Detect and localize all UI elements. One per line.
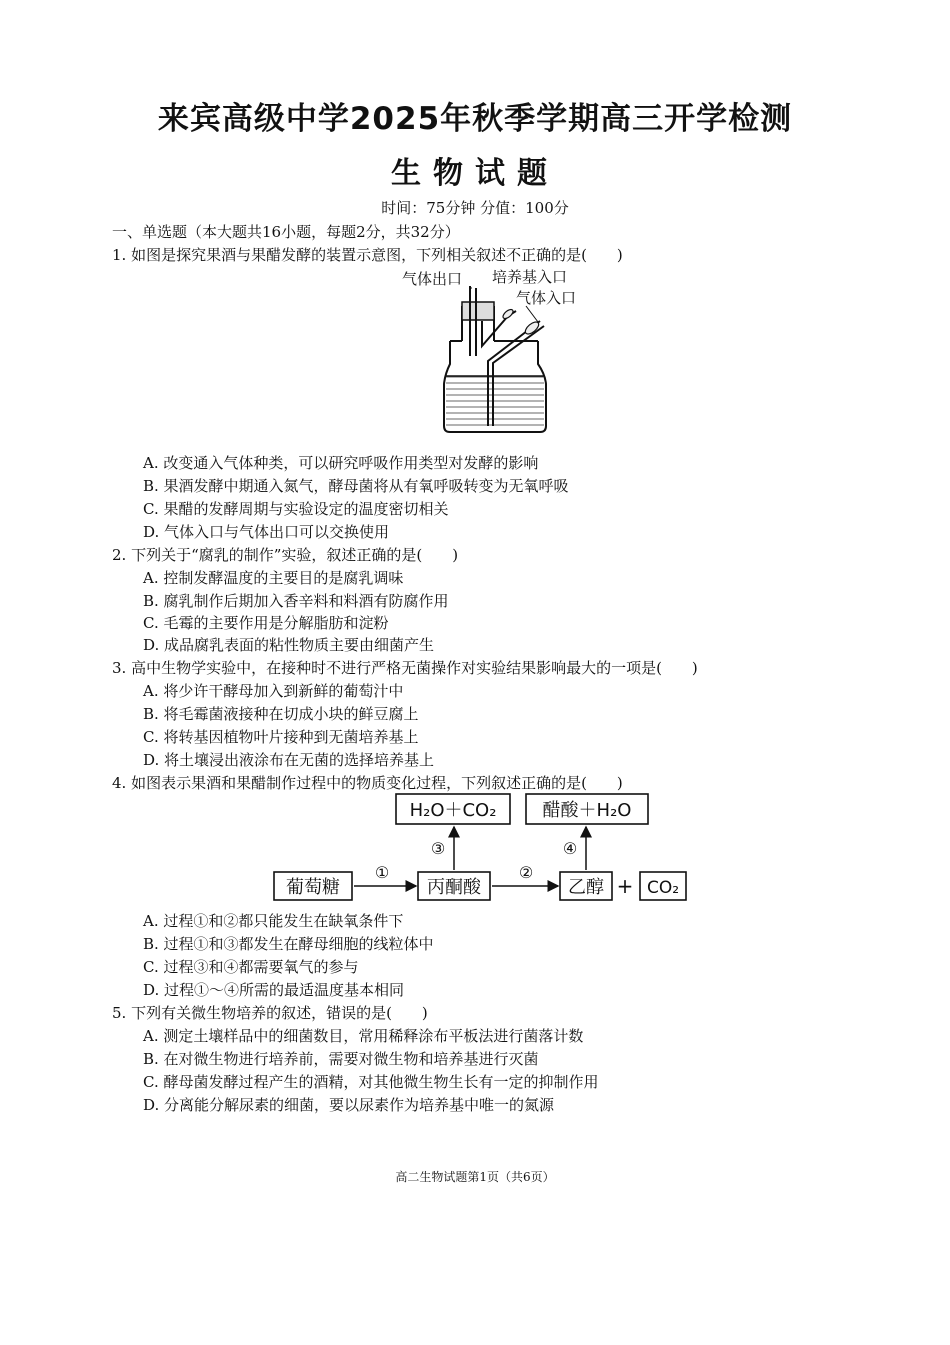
question-5-option-b: B. 在对微生物进行培养前，需要对微生物和培养基进行灭菌	[143, 1050, 539, 1068]
question-5-option-c: C. 酵母菌发酵过程产生的酒精，对其他微生物生长有一定的抑制作用	[143, 1073, 599, 1091]
question-1-option-c: C. 果醋的发酵周期与实验设定的温度密切相关	[143, 500, 449, 518]
page-footer: 高二生物试题第1页（共6页）	[395, 1170, 555, 1184]
exam-meta: 时间：75分钟 分值：100分	[381, 199, 569, 217]
question-4-option-b: B. 过程①和③都发生在酵母细胞的线粒体中	[143, 935, 434, 953]
step2-label: ②	[518, 863, 534, 882]
question-5-option-d: D. 分离能分解尿素的细菌，要以尿素作为培养基中唯一的氮源	[143, 1096, 555, 1114]
step1-label: ①	[374, 863, 390, 882]
section-heading: 一、单选题（本大题共16小题，每题2分，共32分）	[112, 223, 460, 241]
svg-text:葡萄糖: 葡萄糖	[286, 877, 340, 898]
question-1-option-d: D. 气体入口与气体出口可以交换使用	[143, 523, 390, 541]
question-3-option-b: B. 将毛霉菌液接种在切成小块的鲜豆腐上	[143, 705, 419, 723]
svg-text:CO₂: CO₂	[646, 878, 680, 898]
question-3-option-d: D. 将土壤浸出液涂布在无菌的选择培养基上	[143, 751, 435, 769]
question-5-stem: 5. 下列有关微生物培养的叙述，错误的是( )	[112, 1004, 428, 1022]
question-1-stem: 1. 如图是探究果酒与果醋发酵的装置示意图，下列相关叙述不正确的是( )	[112, 246, 623, 264]
liquid-level	[446, 376, 544, 430]
question-4-option-a: A. 过程①和②都只能发生在缺氧条件下	[143, 912, 404, 930]
question-5-option-a: A. 测定土壤样品中的细菌数目，常用稀释涂布平板法进行菌落计数	[143, 1027, 584, 1045]
question-2-stem: 2. 下列关于“腐乳的制作”实验，叙述正确的是( )	[112, 546, 459, 564]
question-3-stem: 3. 高中生物学实验中，在接种时不进行严格无菌操作对实验结果影响最大的一项是( )	[112, 659, 698, 677]
plus-sign: +	[616, 874, 634, 898]
svg-text:H₂O＋CO₂: H₂O＋CO₂	[409, 800, 497, 821]
exam-subtitle: 生物试题	[391, 156, 559, 191]
fermentation-flow-diagram	[270, 792, 690, 904]
stopper	[462, 302, 494, 320]
question-4-option-c: C. 过程③和④都需要氧气的参与	[143, 958, 359, 976]
svg-text:乙醇: 乙醇	[568, 877, 604, 898]
question-2-option-d: D. 成品腐乳表面的粘性物质主要由细菌产生	[143, 636, 435, 654]
step3-label: ③	[430, 839, 446, 858]
question-2-option-b: B. 腐乳制作后期加入香辛料和料酒有防腐作用	[143, 592, 449, 610]
svg-text:醋酸＋H₂O: 醋酸＋H₂O	[542, 800, 632, 821]
question-3-option-a: A. 将少许干酵母加入到新鲜的葡萄汁中	[143, 682, 404, 700]
step4-label: ④	[562, 839, 578, 858]
gas-inlet-label: 气体入口	[516, 289, 577, 307]
question-2-option-a: A. 控制发酵温度的主要目的是腐乳调味	[143, 569, 404, 587]
question-4-option-d: D. 过程①～④所需的最适温度基本相同	[143, 981, 405, 999]
medium-inlet-label: 培养基入口	[492, 268, 568, 286]
fermentation-apparatus-figure	[390, 266, 610, 438]
exam-title: 来宾高级中学2025年秋季学期高三开学检测	[157, 101, 793, 137]
gas-outlet-label: 气体出口	[402, 270, 463, 288]
question-1-option-b: B. 果酒发酵中期通入氮气，酵母菌将从有氧呼吸转变为无氧呼吸	[143, 477, 569, 495]
question-4-stem: 4. 如图表示果酒和果醋制作过程中的物质变化过程，下列叙述正确的是( )	[112, 774, 623, 792]
question-1-option-a: A. 改变通入气体种类，可以研究呼吸作用类型对发酵的影响	[143, 454, 539, 472]
question-3-option-c: C. 将转基因植物叶片接种到无菌培养基上	[143, 728, 419, 746]
svg-text:丙酮酸: 丙酮酸	[427, 877, 481, 898]
question-2-option-c: C. 毛霉的主要作用是分解脂肪和淀粉	[143, 614, 389, 632]
